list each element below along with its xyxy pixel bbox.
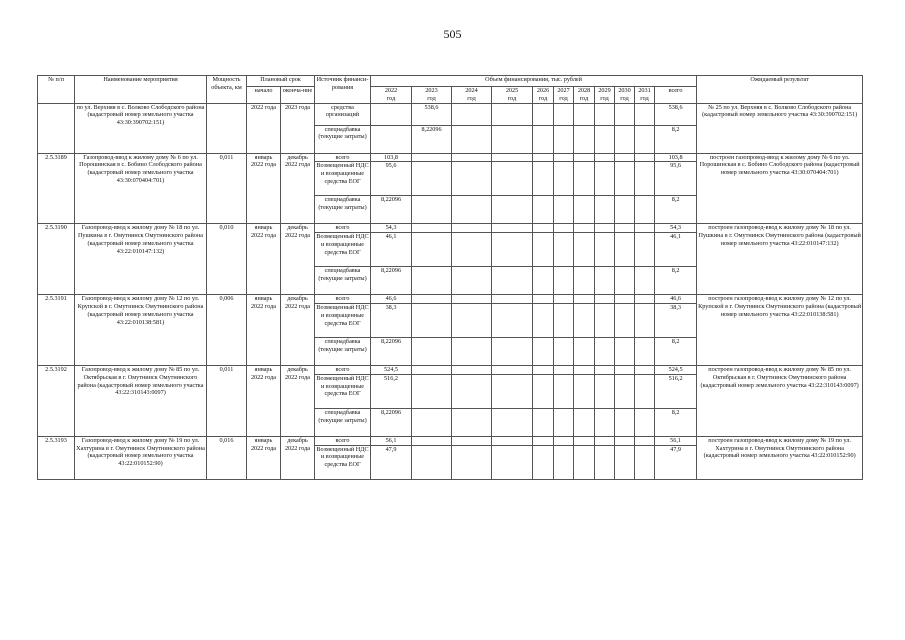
total-cell: 516,2 — [655, 374, 697, 408]
year-value-cell — [615, 153, 635, 162]
year-value-cell — [492, 153, 533, 162]
year-value-cell — [492, 103, 533, 125]
total-cell: 95,6 — [655, 162, 697, 196]
header-result: Ожидаемый результат — [697, 76, 863, 104]
source-cell: спецнадбавка (текущие затраты) — [315, 196, 371, 224]
year-value-cell — [492, 233, 533, 267]
year-value-cell — [412, 196, 452, 224]
year-value-cell — [452, 162, 492, 196]
item-start: январь 2022 года — [247, 295, 281, 366]
item-start: январь 2022 года — [247, 153, 281, 224]
item-result: построен газопровод-ввод к жилому дому № 19 по ул. Хахтурина в г. Омутнинск Омутнинского района (кадастровый номер земельного участка 43:22:010152:90) — [697, 436, 863, 479]
year-value-cell: 56,1 — [371, 436, 412, 445]
item-number: 2.5.3191 — [38, 295, 75, 366]
year-value-cell — [554, 196, 574, 224]
year-value-cell — [492, 295, 533, 304]
year-value-cell — [412, 267, 452, 295]
year-value-cell — [595, 125, 615, 153]
header-total: всего — [655, 87, 697, 104]
header-year-label: год — [386, 94, 396, 102]
year-value-cell — [635, 233, 655, 267]
table-body — [38, 103, 863, 479]
year-value-cell — [554, 103, 574, 125]
source-cell: Возмещенный НДС и возвращенные средства ЕОГ — [315, 162, 371, 196]
source-cell: всего — [315, 224, 371, 233]
header-year-number: 2027 — [557, 87, 570, 94]
year-value-cell — [452, 337, 492, 365]
item-start: январь 2022 года — [247, 436, 281, 479]
year-value-cell — [635, 303, 655, 337]
year-value-cell: 524,5 — [371, 365, 412, 374]
source-cell: всего — [315, 365, 371, 374]
year-value-cell — [554, 233, 574, 267]
header-period: Плановый срок — [247, 76, 315, 87]
item-name: Газопровод-ввод к жилому дому № 19 по ул. Хахтурина в г. Омутнинск Омутнинского района (кадастровый номер земельного участка 43:22:010152:90) — [75, 436, 207, 479]
year-value-cell — [554, 162, 574, 196]
header-year — [615, 87, 635, 104]
source-cell: всего — [315, 153, 371, 162]
year-value-cell — [533, 408, 554, 436]
header-year — [635, 87, 655, 104]
year-value-cell — [533, 303, 554, 337]
total-cell: 8,2 — [655, 125, 697, 153]
source-cell: Возмещенный НДС и возвращенные средства ЕОГ — [315, 303, 371, 337]
year-value-cell — [635, 436, 655, 445]
header-year — [595, 87, 615, 104]
year-value-cell — [492, 445, 533, 479]
header-year — [371, 87, 412, 104]
year-value-cell — [533, 365, 554, 374]
year-value-cell — [635, 103, 655, 125]
header-year — [412, 87, 452, 104]
year-value-cell — [452, 445, 492, 479]
year-value-cell — [533, 153, 554, 162]
item-end: декабрь 2022 года — [281, 153, 315, 224]
year-value-cell — [452, 303, 492, 337]
year-value-cell — [492, 436, 533, 445]
year-value-cell — [492, 365, 533, 374]
year-value-cell — [595, 445, 615, 479]
header-year-label: год — [427, 94, 436, 102]
total-cell: 524,5 — [655, 365, 697, 374]
item-capacity: 0,006 — [207, 295, 247, 366]
year-value-cell — [615, 295, 635, 304]
header-year-number: 2023 — [425, 87, 438, 94]
year-value-cell — [452, 103, 492, 125]
year-value-cell — [452, 233, 492, 267]
year-value-cell — [574, 233, 595, 267]
item-capacity: 0,011 — [207, 365, 247, 436]
source-cell: спецнадбавка (текущие затраты) — [315, 408, 371, 436]
header-end: оконча-ние — [281, 87, 315, 104]
year-value-cell — [635, 153, 655, 162]
item-result: построен газопровод-ввод к жилому дому № 18 по ул. Пушкина в г. Омутнинск Омутнинского района (кадастровый номер земельного участка 43:22:010147:132) — [697, 224, 863, 295]
total-cell: 8,2 — [655, 267, 697, 295]
header-year-number: 2028 — [577, 87, 591, 94]
year-value-cell — [635, 374, 655, 408]
item-capacity: 0,010 — [207, 224, 247, 295]
header-year-number: 2031 — [638, 87, 651, 94]
header-year-number: 2024 — [465, 87, 478, 94]
year-value-cell — [595, 267, 615, 295]
header-year-label: год — [600, 94, 609, 102]
year-value-cell — [635, 125, 655, 153]
year-value-cell — [412, 365, 452, 374]
item-result: построен газопровод-ввод к жилому дому № 12 по ул. Крупской в г. Омутнинск Омутнинского района (кадастровый номер земельного участка 43:22:010138:581) — [697, 295, 863, 366]
year-value-cell — [412, 436, 452, 445]
year-value-cell — [492, 303, 533, 337]
start-cell: 2022 года — [247, 103, 281, 153]
table-row — [38, 103, 863, 125]
year-value-cell — [574, 196, 595, 224]
year-value-cell — [615, 233, 635, 267]
year-value-cell — [615, 408, 635, 436]
year-value-cell — [533, 436, 554, 445]
year-value-cell — [533, 224, 554, 233]
year-value-cell — [635, 408, 655, 436]
total-cell: 538,6 — [655, 103, 697, 125]
item-end: декабрь 2022 года — [281, 295, 315, 366]
year-value-cell: 8,22096 — [412, 125, 452, 153]
total-cell: 38,3 — [655, 303, 697, 337]
source-cell: спецнадбавка (текущие затраты) — [315, 337, 371, 365]
year-value-cell — [595, 295, 615, 304]
header-year-label: год — [559, 94, 568, 102]
year-value-cell — [615, 224, 635, 233]
header-start: начало — [247, 87, 281, 104]
result-cell: № 25 по ул. Верхняя в с. Волково Слободского района (кадастровый номер земельного участка 43:30:390702:151) — [697, 103, 863, 153]
source-cell: всего — [315, 295, 371, 304]
year-value-cell — [452, 196, 492, 224]
source-cell: Возмещенный НДС и возвращенные средства ЕОГ — [315, 374, 371, 408]
year-value-cell — [554, 303, 574, 337]
year-value-cell — [615, 196, 635, 224]
year-value-cell — [615, 267, 635, 295]
year-value-cell — [554, 125, 574, 153]
year-value-cell — [595, 233, 615, 267]
header-year-number: 2029 — [598, 87, 611, 94]
year-value-cell — [595, 365, 615, 374]
year-value-cell — [595, 337, 615, 365]
year-value-cell — [635, 365, 655, 374]
year-value-cell — [533, 295, 554, 304]
year-value-cell — [554, 153, 574, 162]
source-cell: Возмещенный НДС и возвращенные средства ЕОГ — [315, 233, 371, 267]
year-value-cell — [452, 267, 492, 295]
year-value-cell — [635, 267, 655, 295]
source-cell: всего — [315, 436, 371, 445]
header-year-label: год — [579, 94, 589, 102]
item-name: Газопровод-ввод к жилому дому № 18 по ул. Пушкина в г. Омутнинск Омутнинского района (кадастровый номер земельного участка 43:22:010147:132) — [75, 224, 207, 295]
year-value-cell — [635, 162, 655, 196]
year-value-cell: 516,2 — [371, 374, 412, 408]
year-value-cell — [452, 295, 492, 304]
year-value-cell — [492, 337, 533, 365]
table-row — [38, 224, 863, 233]
num-cell — [38, 103, 75, 153]
year-value-cell — [452, 224, 492, 233]
year-value-cell — [533, 125, 554, 153]
year-value-cell — [635, 224, 655, 233]
year-value-cell: 103,8 — [371, 153, 412, 162]
year-value-cell: 54,3 — [371, 224, 412, 233]
end-cell: 2023 года — [281, 103, 315, 153]
year-value-cell — [492, 267, 533, 295]
header-year — [574, 87, 595, 104]
year-value-cell — [412, 303, 452, 337]
year-value-cell — [452, 125, 492, 153]
year-value-cell — [533, 103, 554, 125]
year-value-cell — [533, 162, 554, 196]
year-value-cell — [452, 436, 492, 445]
item-end: декабрь 2022 года — [281, 224, 315, 295]
year-value-cell — [492, 224, 533, 233]
year-value-cell: 8,22096 — [371, 267, 412, 295]
item-end: декабрь 2022 года — [281, 365, 315, 436]
header-year — [492, 87, 533, 104]
year-value-cell — [492, 408, 533, 436]
year-value-cell — [595, 103, 615, 125]
item-capacity: 0,011 — [207, 153, 247, 224]
header-year — [452, 87, 492, 104]
year-value-cell — [574, 337, 595, 365]
header-year-label: год — [467, 94, 476, 102]
year-value-cell — [412, 153, 452, 162]
header-capacity: Мощность объекта, км — [207, 76, 247, 104]
year-value-cell — [615, 374, 635, 408]
year-value-cell: 8,22096 — [371, 337, 412, 365]
year-value-cell — [635, 295, 655, 304]
year-value-cell — [533, 233, 554, 267]
item-number: 2.5.3192 — [38, 365, 75, 436]
year-value-cell — [595, 196, 615, 224]
total-cell: 8,2 — [655, 337, 697, 365]
year-value-cell — [412, 374, 452, 408]
year-value-cell — [554, 436, 574, 445]
source-cell: Возмещенный НДС и возвращенные средства ЕОГ — [315, 445, 371, 479]
year-value-cell — [554, 408, 574, 436]
item-start: январь 2022 года — [247, 365, 281, 436]
item-end: декабрь 2022 года — [281, 436, 315, 479]
header-name: Наименование мероприятия — [75, 76, 207, 104]
year-value-cell — [635, 445, 655, 479]
year-value-cell — [615, 436, 635, 445]
year-value-cell — [452, 374, 492, 408]
year-value-cell: 8,22096 — [371, 408, 412, 436]
year-value-cell — [371, 103, 412, 125]
year-value-cell — [554, 337, 574, 365]
header-year-label: год — [620, 94, 629, 102]
year-value-cell — [412, 337, 452, 365]
year-value-cell — [533, 445, 554, 479]
year-value-cell — [554, 295, 574, 304]
item-number: 2.5.3189 — [38, 153, 75, 224]
item-number: 2.5.3190 — [38, 224, 75, 295]
total-cell: 103,8 — [655, 153, 697, 162]
year-value-cell — [412, 408, 452, 436]
item-result: построен газопровод-ввод к жилому дому № 6 по ул. Порошинская в с. Бобино Слободского района (кадастровый номер земельного участка 43:30:070404:701) — [697, 153, 863, 224]
source-cell: спецнадбавка (текущие затраты) — [315, 267, 371, 295]
header-year — [533, 87, 554, 104]
year-value-cell: 8,22096 — [371, 196, 412, 224]
year-value-cell — [615, 303, 635, 337]
year-value-cell — [533, 196, 554, 224]
header-year-number: 2025 — [505, 87, 519, 94]
year-value-cell — [615, 103, 635, 125]
year-value-cell — [554, 267, 574, 295]
year-value-cell — [574, 365, 595, 374]
year-value-cell: 95,6 — [371, 162, 412, 196]
header-year — [554, 87, 574, 104]
year-value-cell — [554, 365, 574, 374]
year-value-cell — [452, 365, 492, 374]
total-cell: 54,3 — [655, 224, 697, 233]
year-value-cell — [574, 103, 595, 125]
name-cell: по ул. Верхняя в с. Волково Слободского района (кадастровый номер земельного участка 43:30:390702:151) — [75, 103, 207, 153]
year-value-cell: 38,3 — [371, 303, 412, 337]
year-value-cell: 47,9 — [371, 445, 412, 479]
year-value-cell — [595, 224, 615, 233]
year-value-cell: 538,6 — [412, 103, 452, 125]
year-value-cell — [574, 295, 595, 304]
header-year-label: год — [640, 94, 649, 102]
table-row — [38, 295, 863, 304]
item-start: январь 2022 года — [247, 224, 281, 295]
year-value-cell — [574, 125, 595, 153]
year-value-cell — [615, 365, 635, 374]
year-value-cell — [554, 224, 574, 233]
year-value-cell — [533, 267, 554, 295]
header-year-number: 2026 — [536, 87, 550, 94]
year-value-cell — [574, 162, 595, 196]
table-row — [38, 153, 863, 162]
year-value-cell — [574, 445, 595, 479]
total-cell: 46,6 — [655, 295, 697, 304]
year-value-cell — [595, 374, 615, 408]
funding-table — [37, 75, 863, 480]
total-cell: 56,1 — [655, 436, 697, 445]
year-value-cell — [615, 445, 635, 479]
year-value-cell: 46,1 — [371, 233, 412, 267]
source-cell: спецнадбавка (текущие затраты) — [315, 125, 371, 153]
year-value-cell — [533, 337, 554, 365]
year-value-cell — [574, 436, 595, 445]
year-value-cell — [452, 153, 492, 162]
year-value-cell — [412, 445, 452, 479]
item-capacity: 0,016 — [207, 436, 247, 479]
year-value-cell — [574, 267, 595, 295]
year-value-cell — [554, 374, 574, 408]
total-cell: 46,1 — [655, 233, 697, 267]
capacity-cell — [207, 103, 247, 153]
header-funding: Объем финансирования, тыс. рублей — [371, 76, 697, 87]
year-value-cell — [412, 233, 452, 267]
item-name: Газопровод-ввод к жилому дому № 85 по ул. Октябрьская в г. Омутнинск Омутнинского района (кадастровый номер земельного участка 43:22:310143:0097) — [75, 365, 207, 436]
year-value-cell — [371, 125, 412, 153]
table-row — [38, 436, 863, 445]
year-value-cell — [615, 125, 635, 153]
header-source: Источник финанси-рования — [315, 76, 371, 104]
year-value-cell — [595, 153, 615, 162]
year-value-cell — [595, 162, 615, 196]
year-value-cell — [595, 408, 615, 436]
total-cell: 8,2 — [655, 408, 697, 436]
total-cell: 8,2 — [655, 196, 697, 224]
year-value-cell — [492, 125, 533, 153]
header-year-label: год — [507, 94, 517, 102]
year-value-cell — [574, 153, 595, 162]
year-value-cell — [492, 374, 533, 408]
year-value-cell — [452, 408, 492, 436]
year-value-cell — [635, 196, 655, 224]
year-value-cell — [412, 224, 452, 233]
year-value-cell — [574, 374, 595, 408]
year-value-cell — [574, 408, 595, 436]
year-value-cell — [615, 337, 635, 365]
page-number: 505 — [443, 27, 462, 41]
item-name: Газопровод-ввод к жилому дому № 6 по ул. Порошинская в с. Бобино Слободского района (кадастровый номер земельного участка 43:30:070404:701) — [75, 153, 207, 224]
header-year-number: 2030 — [618, 87, 631, 94]
year-value-cell — [492, 162, 533, 196]
year-value-cell — [595, 436, 615, 445]
item-result: построен газопровод-ввод к жилому дому № 85 по ул. Октябрьская в г. Омутнинск Омутнинского района (кадастровый номер земельного участка 43:22:310143:0097) — [697, 365, 863, 436]
header-year-label: год — [538, 94, 548, 102]
total-cell: 47,9 — [655, 445, 697, 479]
year-value-cell — [533, 374, 554, 408]
year-value-cell — [554, 445, 574, 479]
table-row — [38, 365, 863, 374]
header-num: № п/п — [38, 76, 75, 104]
item-number: 2.5.3193 — [38, 436, 75, 479]
header-year-number: 2022 — [384, 87, 398, 94]
item-name: Газопровод-ввод к жилому дому № 12 по ул. Крупской в г. Омутнинск Омутнинского района (кадастровый номер земельного участка 43:22:010138:581) — [75, 295, 207, 366]
year-value-cell — [574, 224, 595, 233]
year-value-cell — [412, 162, 452, 196]
year-value-cell — [595, 303, 615, 337]
year-value-cell — [635, 337, 655, 365]
source-cell: средства организаций — [315, 103, 371, 125]
year-value-cell — [615, 162, 635, 196]
year-value-cell: 46,6 — [371, 295, 412, 304]
year-value-cell — [574, 303, 595, 337]
year-value-cell — [492, 196, 533, 224]
year-value-cell — [412, 295, 452, 304]
